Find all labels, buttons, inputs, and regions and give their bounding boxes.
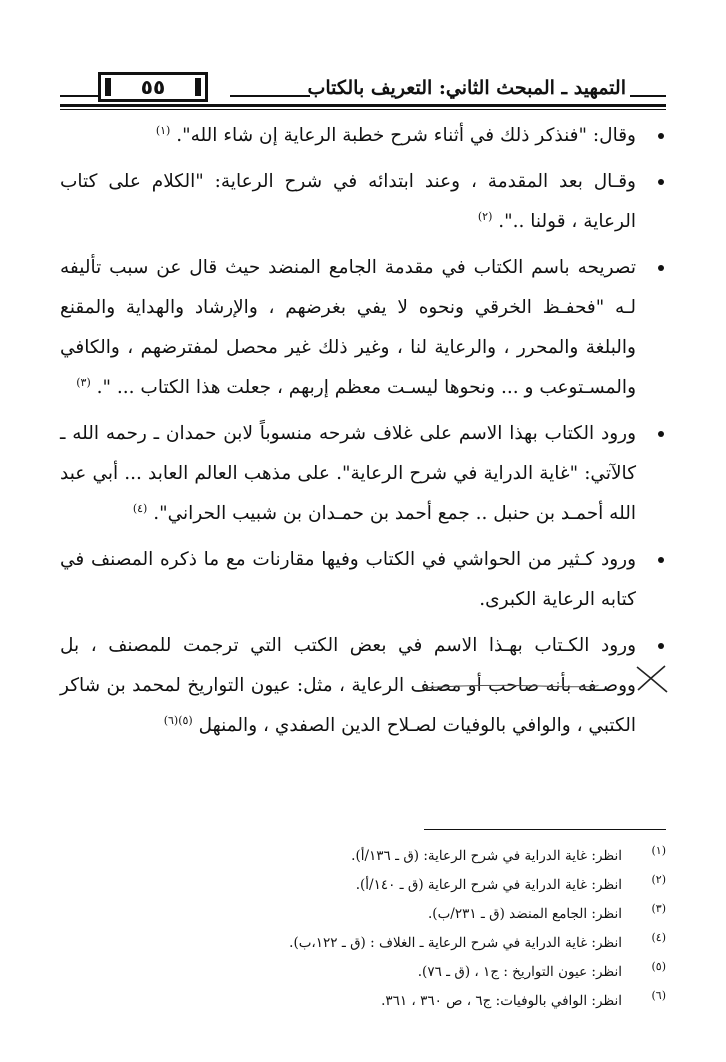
footnote-number: (٤) (651, 931, 666, 944)
header-rule-thin (60, 109, 666, 110)
bullet-icon (658, 643, 664, 649)
footnote-number: (٥) (651, 960, 666, 973)
header-rule-thick (60, 104, 666, 107)
bullet-icon (658, 133, 664, 139)
footnote (60, 842, 666, 871)
footnote-text: انظر: غاية الدراية في شرح الرعاية ـ الغلاف : (ق ـ ١٢٢،ب). (289, 935, 622, 951)
footnote-text: انظر: الوافي بالوفيات: ج٦ ، ص ٣٦٠ ، ٣٦١. (381, 993, 622, 1009)
list-item-text: وقال: "فنذكر ذلك في أثناء شرح خطبة الرعاية إن شاء الله". $^{(١)}$ (155, 123, 636, 146)
header-rule-segment (60, 95, 98, 97)
header-rule-segment (630, 95, 666, 97)
footnote-ref: (٢) (477, 209, 493, 223)
footnote-ref: (٣) (76, 375, 91, 389)
footnote-number: (٢) (651, 873, 666, 886)
header-rule-segment (230, 95, 310, 97)
page-number: ٥٥ (140, 75, 166, 99)
footnote (60, 929, 666, 958)
list-item (60, 540, 666, 620)
bullet-icon (658, 431, 664, 437)
footnote-separator (424, 829, 666, 830)
footnote (60, 900, 666, 929)
list-item-text: تصريحه باسم الكتاب في مقدمة الجامع المنضد حيث قال عن سبب تأليفه لـه "فحفـظ الخرقي ونحوه لا يفي بغرضهم ، والإرشاد والهداية والمقنع والبلغة والمحرر ، والرعاية لنا ، وغير ذلك غير محصل لمفترضهم ، والكافي والمسـتوعب و ... ونحوها ليسـت معظم إربهم ، جعلت هذا الكتاب ... ". $^{(٣)}$ (60, 257, 636, 398)
footnote-text: انظر: عيون التواريخ : ج١ ، (ق ـ ٧٦). (417, 964, 622, 980)
running-header-title: التمهيد ـ المبحث الثاني: التعريف بالكتاب (307, 77, 626, 99)
footnotes (60, 842, 666, 1016)
footnote (60, 987, 666, 1016)
footnote-text: انظر: غاية الدراية في شرح الرعاية: (ق ـ ١٣٦/أ). (351, 848, 622, 864)
list-item-text: ورود الكتاب بهذا الاسم على غلاف شرحه منسوباً لابن حمدان ـ رحمه الله ـ كالآتي: "غاية الدراية في شرح الرعاية". على مذهب العالم العابد ... أبي عبد الله أحمـد بن حنبل .. جمع أحمد بن حمـدان بن شبيب الحراني". $^{(٤)}$ (60, 423, 636, 524)
footnote (60, 871, 666, 900)
list-item-text: وقـال بعد المقدمة ، وعند ابتدائه في شرح الرعاية: "الكلام على كتاب الرعاية ، قولنا ..". $^{(٢)}$ (60, 171, 636, 232)
bullet-icon (658, 179, 664, 185)
list-item-text: ورود كـثير من الحواشي في الكتاب وفيها مقارنات مع ما ذكره المصنف في كتابه الرعاية الكبرى. (60, 549, 636, 610)
footnote-text: انظر: الجامع المنضد (ق ـ ٢٣١/ب). (428, 906, 622, 922)
footnote (60, 958, 666, 987)
list-item-text: ورود الكـتاب بهـذا الاسم في بعض الكتب التي ترجمت للمصنف ، بل ووصـفه بأنه صاحب أو مصنف الرعاية ، مثل: عيون التواريخ لمحمد بن شاكر الكتبي ، والوافي بالوفيات لصـلاح الدين الصفدي ، والمنهل $^{(٥)(٦)}$ (60, 635, 636, 736)
footnote-number: (١) (651, 844, 666, 857)
page-number-box (98, 72, 208, 102)
list-item (60, 116, 666, 156)
bullet-icon (658, 557, 664, 563)
body-text (60, 116, 666, 752)
handwritten-cross-icon (634, 664, 670, 694)
footnote-ref: (٤) (132, 501, 148, 515)
page-header (60, 72, 666, 108)
handwritten-underline-icon (420, 682, 600, 692)
footnote-number: (٦) (651, 989, 666, 1002)
list-item (60, 414, 666, 534)
bullet-icon (658, 265, 664, 271)
footnote-number: (٣) (651, 902, 666, 915)
list-item (60, 248, 666, 408)
list-item (60, 162, 666, 242)
footnote-text: انظر: غاية الدراية في شرح الرعاية (ق ـ ١٤٠/أ). (355, 877, 622, 893)
footnote-ref: (٥)(٦) (163, 713, 193, 727)
footnote-ref: (١) (155, 123, 171, 137)
